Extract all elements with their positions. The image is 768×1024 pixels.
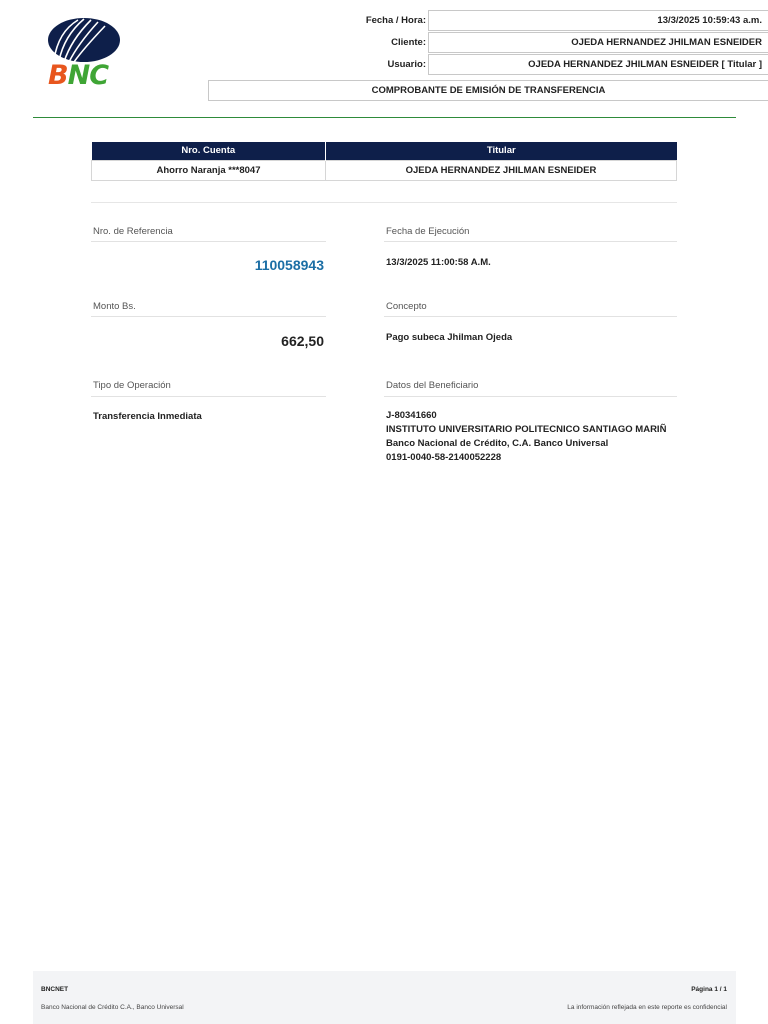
header-divider <box>33 117 736 118</box>
account-holder-cell: OJEDA HERNANDEZ JHILMAN ESNEIDER <box>326 160 677 180</box>
bnc-logo-text: BNC <box>48 60 109 91</box>
monto-label: Monto Bs. <box>93 301 136 312</box>
beneficiario-name: INSTITUTO UNIVERSITARIO POLITECNICO SANTIAGO MARIÑ <box>386 424 667 435</box>
section-divider <box>91 202 677 203</box>
concepto-rule <box>384 316 677 317</box>
beneficiario-bank: Banco Nacional de Crédito, C.A. Banco Universal <box>386 438 609 449</box>
tipo-operacion-value: Transferencia Inmediata <box>93 411 202 422</box>
monto-rule <box>91 316 326 317</box>
tipo-operacion-rule <box>91 396 326 397</box>
fecha-ejecucion-label: Fecha de Ejecución <box>386 226 470 237</box>
fecha-hora-label: Fecha / Hora: <box>365 15 426 26</box>
fecha-ejecucion-value: 13/3/2025 11:00:58 A.M. <box>386 257 491 268</box>
referencia-rule <box>91 241 326 242</box>
concepto-value: Pago subeca Jhilman Ojeda <box>386 332 513 343</box>
footer-page-number: Página 1 / 1 <box>691 986 727 993</box>
account-table-header <box>92 142 677 160</box>
referencia-label: Nro. de Referencia <box>93 226 173 237</box>
usuario-value: OJEDA HERNANDEZ JHILMAN ESNEIDER [ Titular ] <box>428 54 768 75</box>
globe-icon <box>44 16 124 66</box>
page-footer <box>33 971 736 1024</box>
column-header-nro-cuenta: Nro. Cuenta <box>92 142 326 160</box>
beneficiario-details <box>386 409 686 465</box>
referencia-value: 110058943 <box>254 257 324 273</box>
beneficiario-label: Datos del Beneficiario <box>386 380 479 391</box>
fecha-hora-row <box>300 10 768 31</box>
usuario-row <box>300 54 768 75</box>
table-row <box>92 160 677 180</box>
concepto-label: Concepto <box>386 301 427 312</box>
footer-legal-name: Banco Nacional de Crédito C.A., Banco Universal <box>41 1004 184 1011</box>
usuario-label: Usuario: <box>387 59 426 70</box>
cliente-value: OJEDA HERNANDEZ JHILMAN ESNEIDER <box>428 32 768 53</box>
beneficiario-rule <box>384 396 677 397</box>
tipo-operacion-label: Tipo de Operación <box>93 380 171 391</box>
bnc-logo <box>44 16 124 96</box>
beneficiario-account: 0191-0040-58-2140052228 <box>386 452 502 463</box>
column-header-titular: Titular <box>326 142 677 160</box>
account-number-cell: Ahorro Naranja ***8047 <box>92 160 326 180</box>
cliente-label: Cliente: <box>391 37 426 48</box>
footer-brand: BNCNET <box>41 986 69 993</box>
fecha-hora-value: 13/3/2025 10:59:43 a.m. <box>428 10 768 31</box>
account-table <box>91 142 677 181</box>
cliente-row <box>300 32 768 53</box>
footer-confidential-note: La información reflejada en este reporte es confidencial <box>567 1004 727 1011</box>
fecha-ejecucion-rule <box>384 241 677 242</box>
document-title: COMPROBANTE DE EMISIÓN DE TRANSFERENCIA <box>208 80 768 101</box>
beneficiario-rif: J-80341660 <box>386 410 437 421</box>
monto-value: 662,50 <box>281 333 324 349</box>
